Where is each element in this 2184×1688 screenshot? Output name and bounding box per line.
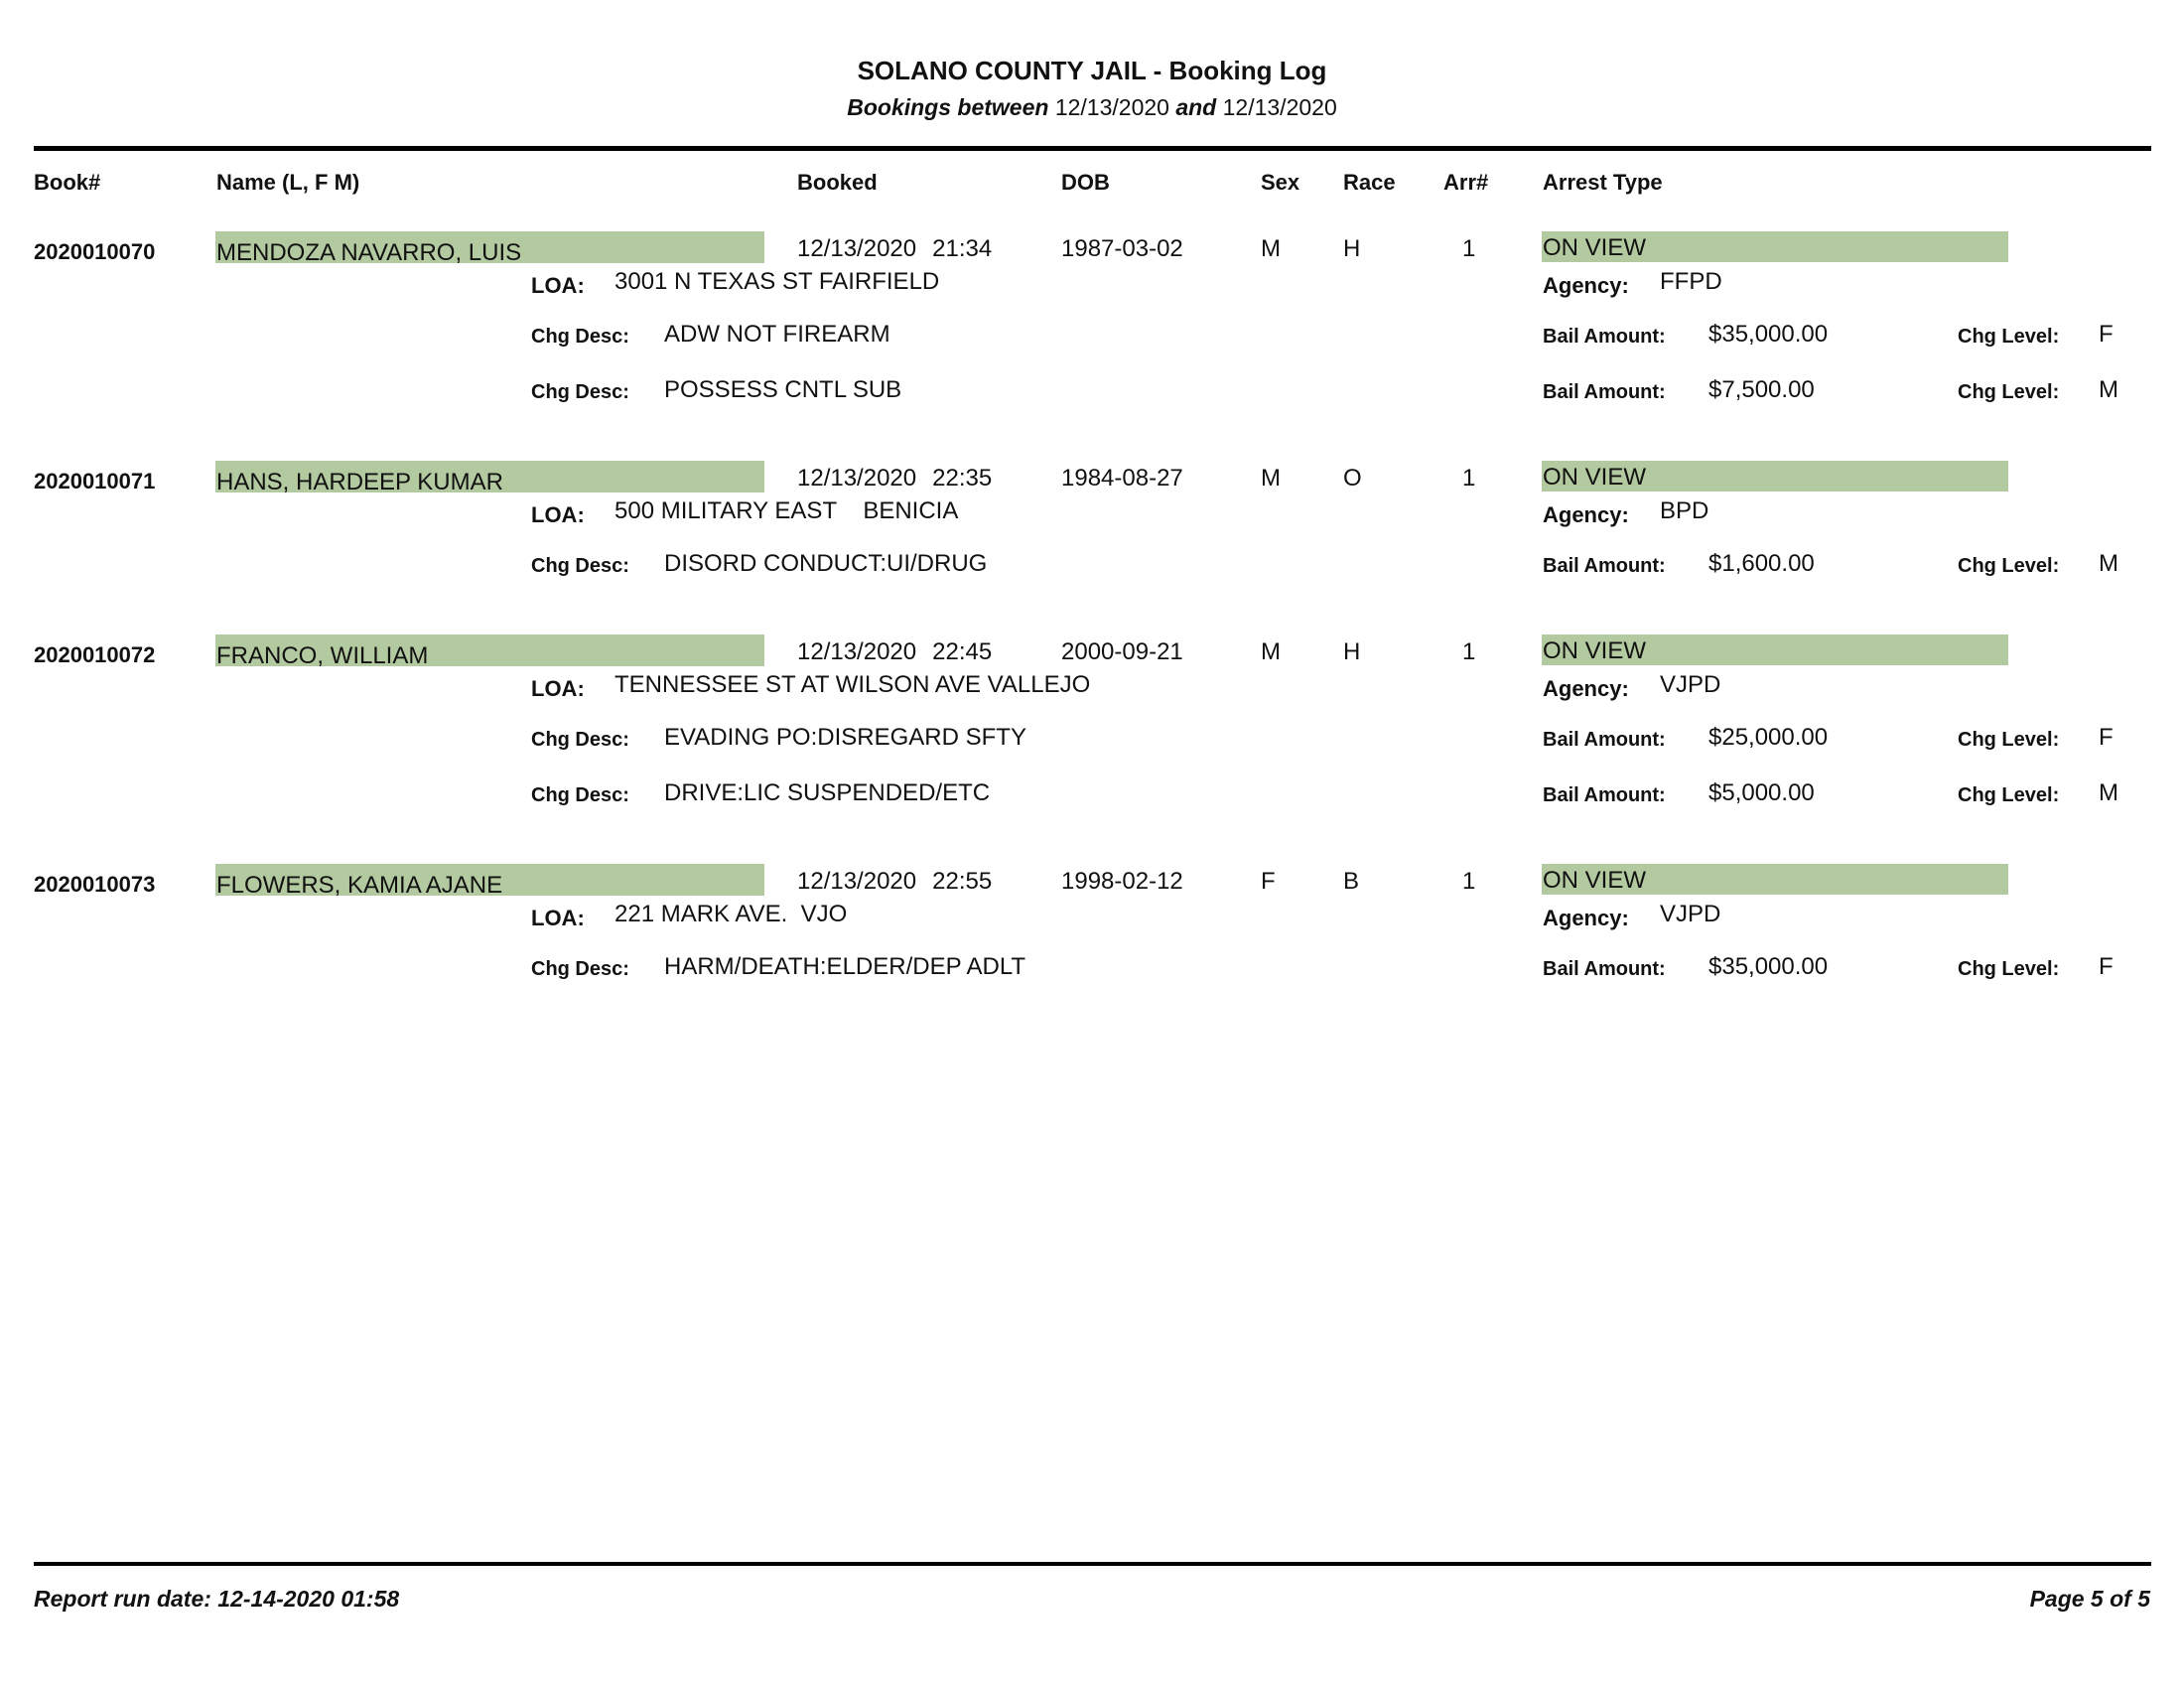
dob: 1987-03-02 bbox=[1061, 235, 1183, 262]
sex: M bbox=[1261, 638, 1281, 665]
booked-time: 21:34 bbox=[932, 235, 993, 262]
agency-value: FFPD bbox=[1660, 268, 1722, 295]
booked-datetime bbox=[797, 465, 992, 492]
footer-rule bbox=[34, 1562, 2151, 1566]
charge-level: F bbox=[2099, 321, 2114, 348]
bail-amount: $5,000.00 bbox=[1708, 779, 1815, 806]
sex: M bbox=[1261, 465, 1281, 492]
bail-amount-label: Bail Amount: bbox=[1543, 784, 1666, 806]
charge-level-label: Chg Level: bbox=[1958, 784, 2060, 806]
race: O bbox=[1343, 465, 1362, 492]
loa-label: LOA: bbox=[531, 676, 585, 701]
bail-amount: $1,600.00 bbox=[1708, 550, 1815, 577]
charge-desc-label: Chg Desc: bbox=[531, 381, 629, 403]
date-from: 12/13/2020 bbox=[1054, 94, 1169, 120]
race: B bbox=[1343, 868, 1360, 895]
charge-desc-label: Chg Desc: bbox=[531, 729, 629, 751]
report-run-date: Report run date: 12-14-2020 01:58 bbox=[34, 1586, 400, 1612]
charge-desc-label: Chg Desc: bbox=[531, 326, 629, 348]
date-to: 12/13/2020 bbox=[1222, 94, 1337, 120]
loa-label: LOA: bbox=[531, 502, 585, 527]
inmate-name: HANS, HARDEEP KUMAR bbox=[216, 469, 503, 495]
agency-label: Agency: bbox=[1543, 906, 1629, 930]
bail-amount-label: Bail Amount: bbox=[1543, 958, 1666, 980]
booked-date: 12/13/2020 bbox=[797, 638, 917, 665]
report-subtitle bbox=[0, 94, 2184, 121]
agency-label: Agency: bbox=[1543, 502, 1629, 527]
dob: 2000-09-21 bbox=[1061, 638, 1183, 665]
race: H bbox=[1343, 638, 1361, 665]
column-header-sex: Sex bbox=[1261, 170, 1300, 195]
booked-date: 12/13/2020 bbox=[797, 465, 917, 492]
charge-desc: HARM/DEATH:ELDER/DEP ADLT bbox=[664, 953, 1026, 980]
book-number: 2020010070 bbox=[34, 239, 156, 264]
bail-amount-label: Bail Amount: bbox=[1543, 381, 1666, 403]
header-rule bbox=[34, 146, 2151, 151]
loa-value: 3001 N TEXAS ST FAIRFIELD bbox=[614, 268, 940, 295]
sex: M bbox=[1261, 235, 1281, 262]
charge-desc: DRIVE:LIC SUSPENDED/ETC bbox=[664, 779, 991, 806]
inmate-name: MENDOZA NAVARRO, LUIS bbox=[216, 239, 522, 266]
arrest-type: ON VIEW bbox=[1543, 464, 1647, 491]
agency-value: VJPD bbox=[1660, 901, 1721, 927]
charge-level: M bbox=[2099, 779, 2118, 806]
column-header-arrest-type: Arrest Type bbox=[1543, 170, 1663, 195]
bail-amount: $7,500.00 bbox=[1708, 376, 1815, 403]
charge-desc: ADW NOT FIREARM bbox=[664, 321, 890, 348]
arrest-type: ON VIEW bbox=[1543, 637, 1647, 664]
bail-amount-label: Bail Amount: bbox=[1543, 555, 1666, 577]
dob: 1998-02-12 bbox=[1061, 868, 1183, 895]
arrest-count: 1 bbox=[1462, 868, 1476, 895]
booking-record bbox=[0, 461, 2184, 639]
agency-label: Agency: bbox=[1543, 273, 1629, 298]
charge-level: M bbox=[2099, 376, 2118, 403]
bail-amount-label: Bail Amount: bbox=[1543, 729, 1666, 751]
arrest-count: 1 bbox=[1462, 638, 1476, 665]
charge-level: M bbox=[2099, 550, 2118, 577]
arrest-count: 1 bbox=[1462, 235, 1476, 262]
column-header-booked: Booked bbox=[797, 170, 878, 195]
charge-level-label: Chg Level: bbox=[1958, 381, 2060, 403]
booked-datetime bbox=[797, 638, 992, 666]
booking-record bbox=[0, 864, 2184, 1043]
charge-level-label: Chg Level: bbox=[1958, 326, 2060, 348]
arrest-count: 1 bbox=[1462, 465, 1476, 492]
bail-amount-label: Bail Amount: bbox=[1543, 326, 1666, 348]
page-number: Page 5 of 5 bbox=[2029, 1586, 2150, 1612]
charge-desc: DISORD CONDUCT:UI/DRUG bbox=[664, 550, 988, 577]
charge-desc: EVADING PO:DISREGARD SFTY bbox=[664, 724, 1026, 751]
book-number: 2020010071 bbox=[34, 469, 156, 493]
booked-datetime bbox=[797, 868, 992, 896]
booked-time: 22:45 bbox=[932, 638, 993, 665]
bail-amount: $35,000.00 bbox=[1708, 953, 1829, 980]
subtitle-prefix: Bookings between bbox=[847, 94, 1049, 120]
subtitle-and: and bbox=[1175, 94, 1217, 120]
charge-desc: POSSESS CNTL SUB bbox=[664, 376, 902, 403]
dob: 1984-08-27 bbox=[1061, 465, 1183, 492]
agency-label: Agency: bbox=[1543, 676, 1629, 701]
agency-value: BPD bbox=[1660, 497, 1709, 524]
loa-label: LOA: bbox=[531, 273, 585, 298]
booked-date: 12/13/2020 bbox=[797, 868, 917, 895]
charge-desc-label: Chg Desc: bbox=[531, 958, 629, 980]
loa-value: TENNESSEE ST AT WILSON AVE VALLEJO bbox=[614, 671, 1091, 698]
charge-desc-label: Chg Desc: bbox=[531, 555, 629, 577]
sex: F bbox=[1261, 868, 1276, 895]
agency-value: VJPD bbox=[1660, 671, 1721, 698]
bail-amount: $25,000.00 bbox=[1708, 724, 1829, 751]
charge-level-label: Chg Level: bbox=[1958, 555, 2060, 577]
bail-amount: $35,000.00 bbox=[1708, 321, 1829, 348]
report-title: SOLANO COUNTY JAIL - Booking Log bbox=[857, 56, 1327, 85]
column-header-name: Name (L, F M) bbox=[216, 170, 360, 195]
charge-level: F bbox=[2099, 724, 2114, 751]
charge-level-label: Chg Level: bbox=[1958, 729, 2060, 751]
booked-time: 22:55 bbox=[932, 868, 993, 895]
booking-record bbox=[0, 231, 2184, 410]
booking-record bbox=[0, 634, 2184, 813]
arrest-type: ON VIEW bbox=[1543, 234, 1647, 261]
booked-date: 12/13/2020 bbox=[797, 235, 917, 262]
charge-level-label: Chg Level: bbox=[1958, 958, 2060, 980]
column-header-book: Book# bbox=[34, 170, 101, 195]
booked-datetime bbox=[797, 235, 992, 263]
inmate-name: FLOWERS, KAMIA AJANE bbox=[216, 872, 503, 899]
charge-desc-label: Chg Desc: bbox=[531, 784, 629, 806]
column-header-arr: Arr# bbox=[1443, 170, 1489, 195]
column-header-dob: DOB bbox=[1061, 170, 1110, 195]
arrest-type: ON VIEW bbox=[1543, 867, 1647, 894]
charge-level: F bbox=[2099, 953, 2114, 980]
inmate-name: FRANCO, WILLIAM bbox=[216, 642, 429, 669]
book-number: 2020010073 bbox=[34, 872, 156, 897]
loa-value: 221 MARK AVE. VJO bbox=[614, 901, 848, 927]
column-header-race: Race bbox=[1343, 170, 1396, 195]
book-number: 2020010072 bbox=[34, 642, 156, 667]
loa-value: 500 MILITARY EAST BENICIA bbox=[614, 497, 959, 524]
loa-label: LOA: bbox=[531, 906, 585, 930]
booked-time: 22:35 bbox=[932, 465, 993, 492]
race: H bbox=[1343, 235, 1361, 262]
